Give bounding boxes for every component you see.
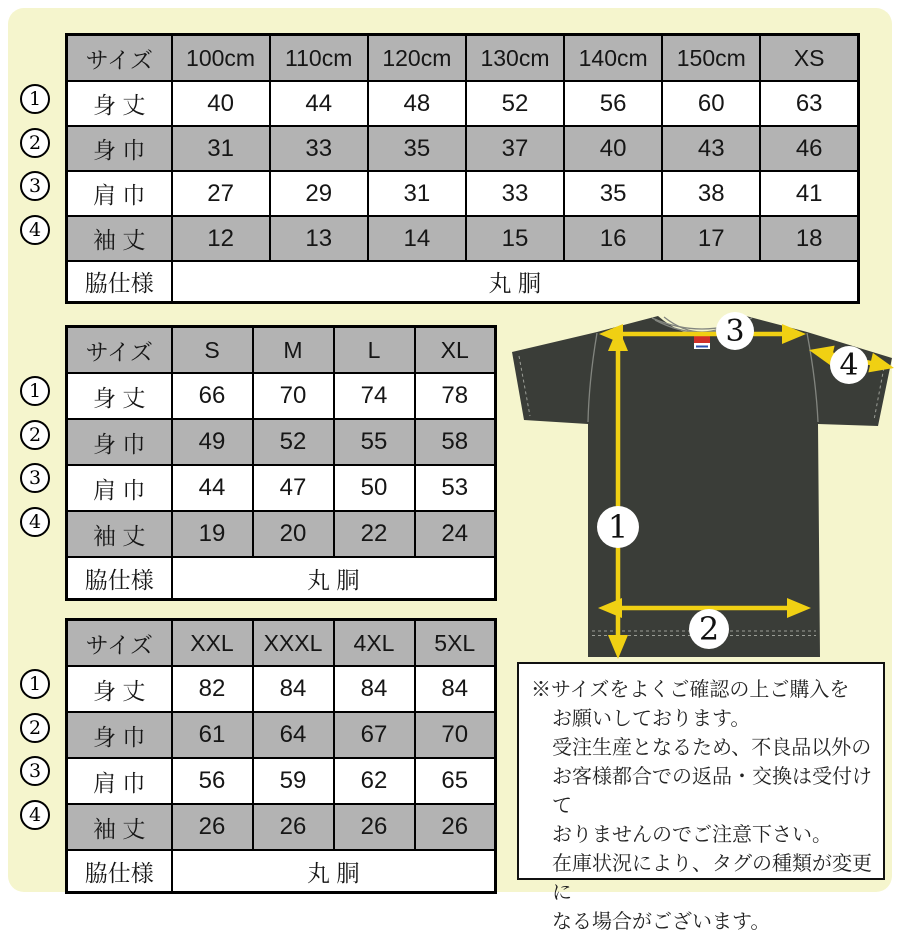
row-marker-circle: 2 (20, 713, 50, 743)
svg-text:1: 1 (607, 508, 629, 546)
column-header-cell: M (253, 327, 334, 374)
value-cell: 53 (415, 465, 496, 511)
value-cell: 60 (662, 81, 760, 126)
column-header-cell: XS (760, 35, 858, 82)
value-cell: 26 (172, 804, 253, 850)
value-cell: 33 (466, 171, 564, 216)
row-marker-circle: 4 (20, 507, 50, 537)
svg-text:4: 4 (839, 348, 859, 383)
table-row (67, 712, 496, 758)
value-cell: 84 (415, 666, 496, 712)
row-marker-circle: 4 (20, 800, 50, 830)
value-cell: 18 (760, 216, 858, 261)
figure-marker-3 (716, 312, 754, 350)
footer-value-cell: 丸 胴 (172, 261, 859, 303)
row-marker-circle: 4 (20, 215, 50, 245)
value-cell: 59 (253, 758, 334, 804)
column-header-cell: 130cm (466, 35, 564, 82)
value-cell: 55 (334, 419, 415, 465)
value-cell: 64 (253, 712, 334, 758)
column-header-cell: L (334, 327, 415, 374)
value-cell: 13 (270, 216, 368, 261)
value-cell: 52 (253, 419, 334, 465)
value-cell: 56 (172, 758, 253, 804)
table-row (67, 758, 496, 804)
column-header-cell: 140cm (564, 35, 662, 82)
figure-marker-4 (830, 346, 868, 384)
row-marker-circle: 2 (20, 420, 50, 450)
marker-column-big (20, 669, 52, 843)
column-header-cell: S (172, 327, 253, 374)
row-marker-circle: 1 (20, 84, 50, 114)
value-cell: 27 (172, 171, 270, 216)
table-row (67, 126, 859, 171)
svg-text:3: 3 (725, 314, 745, 349)
value-cell: 84 (334, 666, 415, 712)
column-header-cell: 5XL (415, 620, 496, 667)
note-line: 在庫状況により、タグの種類が変更に (552, 853, 872, 904)
row-marker-circle: 3 (20, 756, 50, 786)
value-cell: 49 (172, 419, 253, 465)
value-cell: 56 (564, 81, 662, 126)
table-row (67, 373, 496, 419)
value-cell: 67 (334, 712, 415, 758)
column-header-cell: 150cm (662, 35, 760, 82)
value-cell: 15 (466, 216, 564, 261)
row-label-cell: 肩 巾 (67, 758, 172, 804)
value-cell: 29 (270, 171, 368, 216)
footer-label-cell: 脇仕様 (67, 557, 172, 600)
row-marker-circle: 1 (20, 376, 50, 406)
row-label-cell: 身 巾 (67, 126, 172, 171)
value-cell: 33 (270, 126, 368, 171)
footer-row (67, 557, 496, 600)
note-line: お客様都合での返品・交換は受付けて (552, 766, 872, 817)
value-cell: 65 (415, 758, 496, 804)
value-cell: 26 (415, 804, 496, 850)
table-row (67, 804, 496, 850)
row-label-cell: 身 丈 (67, 666, 172, 712)
row-label-cell: 身 巾 (67, 419, 172, 465)
footer-row (67, 850, 496, 893)
value-cell: 82 (172, 666, 253, 712)
value-cell: 43 (662, 126, 760, 171)
value-cell: 44 (172, 465, 253, 511)
value-cell: 26 (253, 804, 334, 850)
row-label-cell: 身 丈 (67, 81, 172, 126)
value-cell: 40 (564, 126, 662, 171)
purchase-note (517, 662, 885, 933)
row-label-cell: 袖 丈 (67, 511, 172, 557)
value-cell: 61 (172, 712, 253, 758)
table-row (67, 465, 496, 511)
value-cell: 41 (760, 171, 858, 216)
value-cell: 26 (334, 804, 415, 850)
row-label-cell: 肩 巾 (67, 465, 172, 511)
value-cell: 14 (368, 216, 466, 261)
table-row (67, 666, 496, 712)
value-cell: 44 (270, 81, 368, 126)
value-cell: 35 (368, 126, 466, 171)
value-cell: 63 (760, 81, 858, 126)
value-cell: 74 (334, 373, 415, 419)
value-cell: 70 (253, 373, 334, 419)
table-row (67, 171, 859, 216)
size-table-adult (65, 325, 497, 601)
marker-column-adult (20, 376, 52, 550)
size-header-cell: サイズ (67, 620, 172, 667)
value-cell: 48 (368, 81, 466, 126)
row-label-cell: 肩 巾 (67, 171, 172, 216)
value-cell: 46 (760, 126, 858, 171)
value-cell: 17 (662, 216, 760, 261)
table-row (67, 216, 859, 261)
row-label-cell: 身 巾 (67, 712, 172, 758)
row-marker-circle: 1 (20, 669, 50, 699)
size-header-cell: サイズ (67, 327, 172, 374)
value-cell: 24 (415, 511, 496, 557)
figure-marker-1 (597, 506, 639, 548)
note-line: 受注生産となるため、不良品以外の (552, 737, 872, 759)
size-table-big (65, 618, 497, 894)
marker-column-kids (20, 84, 52, 258)
svg-text:2: 2 (698, 610, 720, 648)
note-line: おりませんのでご注意下さい。 (552, 824, 832, 846)
note-line: なる場合がございます。 (552, 911, 771, 933)
column-header-cell: 100cm (172, 35, 270, 82)
value-cell: 35 (564, 171, 662, 216)
value-cell: 40 (172, 81, 270, 126)
row-marker-circle: 3 (20, 171, 50, 201)
footer-value-cell: 丸 胴 (172, 557, 496, 600)
footer-label-cell: 脇仕様 (67, 261, 172, 303)
row-label-cell: 袖 丈 (67, 216, 172, 261)
row-label-cell: 袖 丈 (67, 804, 172, 850)
value-cell: 78 (415, 373, 496, 419)
size-table-kids (65, 33, 860, 304)
value-cell: 22 (334, 511, 415, 557)
footer-value-cell: 丸 胴 (172, 850, 496, 893)
column-header-cell: 120cm (368, 35, 466, 82)
column-header-cell: 4XL (334, 620, 415, 667)
table-row (67, 81, 859, 126)
value-cell: 47 (253, 465, 334, 511)
table-row (67, 419, 496, 465)
row-label-cell: 身 丈 (67, 373, 172, 419)
value-cell: 37 (466, 126, 564, 171)
table-row (67, 511, 496, 557)
value-cell: 16 (564, 216, 662, 261)
note-line: お願いしております。 (552, 708, 751, 730)
note-line: ※サイズをよくご確認の上ご購入を (531, 679, 850, 701)
value-cell: 38 (662, 171, 760, 216)
column-header-cell: XXXL (253, 620, 334, 667)
column-header-cell: XL (415, 327, 496, 374)
value-cell: 58 (415, 419, 496, 465)
value-cell: 66 (172, 373, 253, 419)
figure-marker-2 (689, 609, 729, 649)
tshirt-measure-figure (502, 296, 900, 666)
value-cell: 20 (253, 511, 334, 557)
row-marker-circle: 2 (20, 128, 50, 158)
value-cell: 50 (334, 465, 415, 511)
value-cell: 62 (334, 758, 415, 804)
value-cell: 12 (172, 216, 270, 261)
column-header-cell: 110cm (270, 35, 368, 82)
value-cell: 84 (253, 666, 334, 712)
value-cell: 70 (415, 712, 496, 758)
column-header-cell: XXL (172, 620, 253, 667)
value-cell: 31 (368, 171, 466, 216)
value-cell: 19 (172, 511, 253, 557)
row-marker-circle: 3 (20, 463, 50, 493)
footer-label-cell: 脇仕様 (67, 850, 172, 893)
size-header-cell: サイズ (67, 35, 172, 82)
value-cell: 31 (172, 126, 270, 171)
value-cell: 52 (466, 81, 564, 126)
